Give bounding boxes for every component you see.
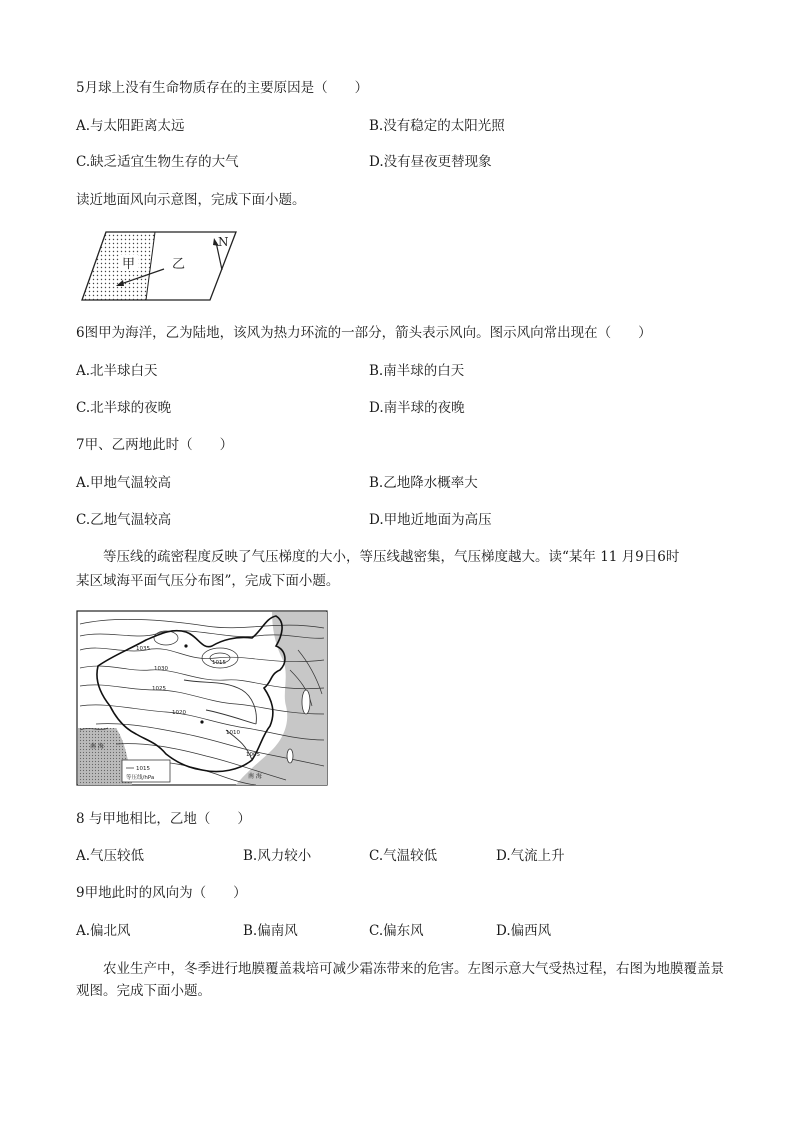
q7-option-b: B.乙地降水概率大: [369, 475, 478, 491]
intro-pressure-line2: 某区域海平面气压分布图”，完成下面小题。: [76, 573, 340, 589]
q6-option-b: B.南半球的白天: [369, 363, 465, 379]
isobar-label-1: 1035: [136, 646, 150, 652]
label-jia: 甲: [122, 257, 136, 272]
q9-option-b: B.偏南风: [243, 923, 298, 939]
taiwan-island: [287, 749, 293, 763]
korea-peninsula: [302, 690, 310, 714]
q9-option-c: C.偏东风: [369, 923, 424, 939]
label-north: N: [218, 235, 229, 249]
q6-option-c: C.北半球的夜晚: [76, 400, 172, 416]
q8-option-d: D.气流上升: [496, 848, 565, 864]
wind-direction-figure: [76, 226, 246, 306]
label-yi: 乙: [172, 257, 186, 272]
sea-area: [82, 232, 155, 300]
point-yi-marker: [200, 720, 203, 723]
legend-caption: 等压线/hPa: [126, 775, 155, 781]
q9-option-a: A.偏北风: [76, 923, 131, 939]
isobar-label-4: 1020: [172, 710, 186, 716]
pressure-map-figure: [76, 610, 328, 786]
sea-label-2: 南 海: [248, 773, 262, 780]
q7-stem: 7甲、乙两地此时（ ）: [76, 437, 234, 453]
q8-option-b: B.风力较小: [243, 848, 312, 864]
q8-option-a: A.气压较低: [76, 848, 145, 864]
isobar-label-6: 1010: [226, 730, 240, 736]
q9-option-d: D.偏西风: [496, 923, 552, 939]
isobar-label-2: 1030: [154, 666, 168, 672]
intro-pressure-line1: 等压线的疏密程度反映了气压梯度的大小，等压线越密集，气压梯度越大。读“某年 11 月9日6时: [76, 549, 680, 565]
q5-option-a: A.与太阳距离太远: [76, 118, 185, 134]
q9-stem: 9甲地此时的风向为（ ）: [76, 885, 247, 901]
q6-option-a: A.北半球白天: [76, 363, 158, 379]
q5-stem: 5月球上没有生命物质存在的主要原因是（ ）: [76, 80, 369, 96]
isobar-label-7: 1005: [246, 752, 260, 758]
sea-label-1: 南 海: [90, 743, 104, 750]
intro-film-mulching: 农业生产中，冬季进行地膜覆盖栽培可减少霜冻带来的危害。左图示意大气受热过程，右图为地膜覆盖景观图。完成下面小题。: [76, 961, 724, 999]
q6-stem: 6图甲为海洋，乙为陆地，该风为热力环流的一部分，箭头表示风向。图示风向常出现在（ ）: [76, 325, 652, 341]
q7-option-d: D.甲地近地面为高压: [369, 512, 492, 528]
q7-option-a: A.甲地气温较高: [76, 475, 172, 491]
legend-value: 1015: [136, 766, 150, 772]
intro-wind-figure: 读近地面风向示意图，完成下面小题。: [76, 192, 306, 208]
q7-option-c: C.乙地气温较高: [76, 512, 172, 528]
q5-option-c: C.缺乏适宜生物生存的大气: [76, 154, 239, 170]
q5-option-d: D.没有昼夜更替现象: [369, 154, 492, 170]
isobar-label-3: 1025: [152, 686, 166, 692]
q8-stem: 8 与甲地相比，乙地（ ）: [76, 811, 251, 827]
isobar-label-5: 1015: [212, 660, 226, 666]
q6-option-d: D.南半球的夜晚: [369, 400, 465, 416]
q8-option-c: C.气温较低: [369, 848, 438, 864]
point-jia-marker: [184, 644, 187, 647]
q5-option-b: B.没有稳定的太阳光照: [369, 118, 505, 134]
